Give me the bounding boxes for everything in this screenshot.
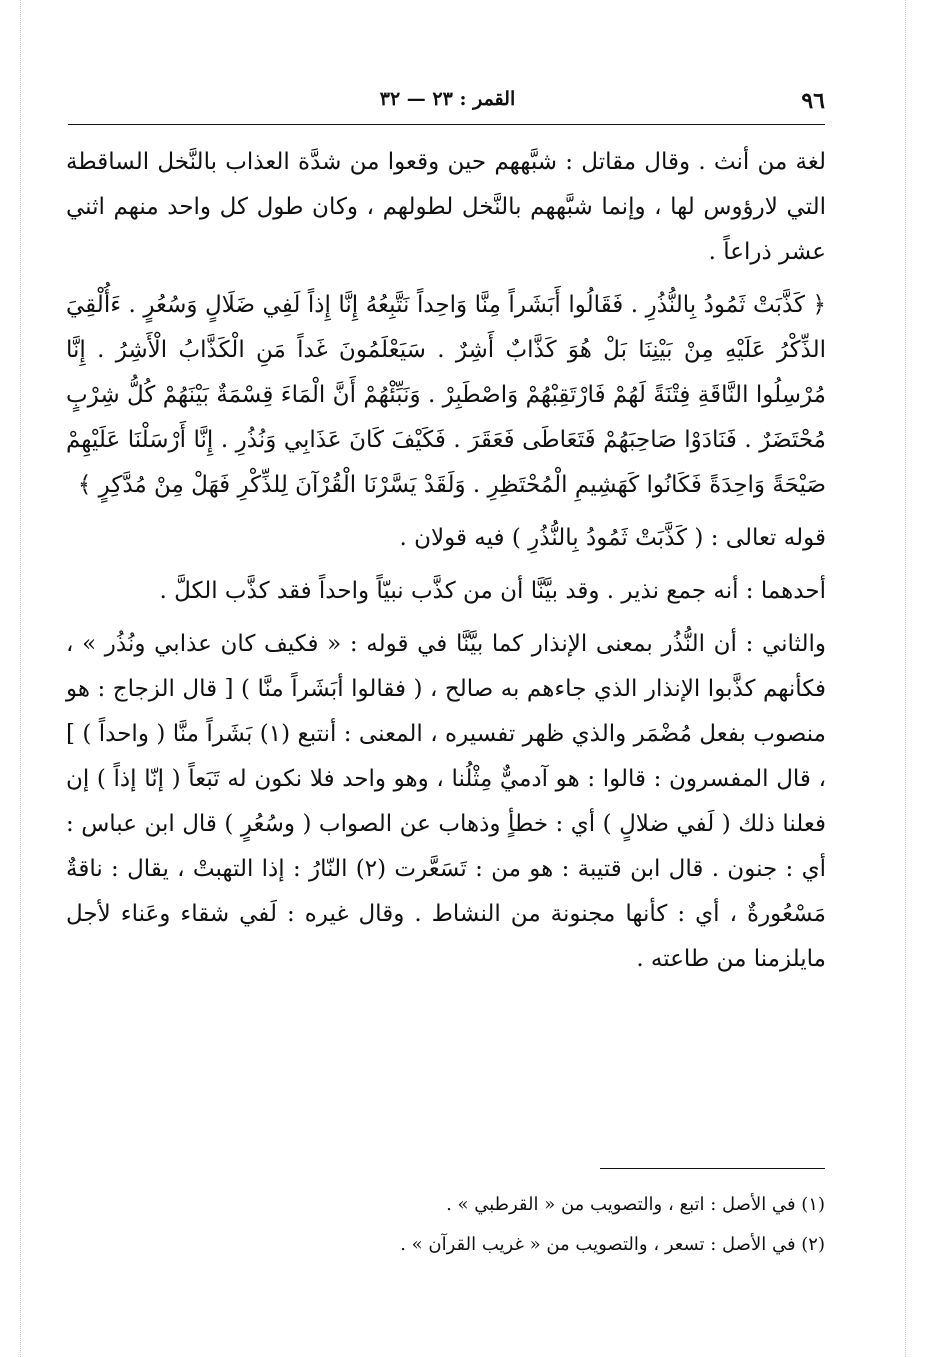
- page-header: [70, 88, 825, 118]
- scan-margin-line: [905, 0, 906, 1357]
- page-number: ٩٦: [801, 88, 825, 114]
- paragraph: قوله تعالى : ( كَذَّبَتْ ثَمُودُ بِالنُّذُرِ ) فيه قولان .: [399, 525, 826, 551]
- scan-margin-line: [20, 0, 21, 1357]
- footnote: (١) في الأصل : اتبع ، والتصويب من « القرطبي » .: [446, 1194, 825, 1215]
- main-text: [66, 140, 826, 990]
- quran-verse: ﴿ كَذَّبَتْ ثَمُودُ بِالنُّذُرِ . فَقَالُوا أَبَشَراً مِنَّا وَاحِداً نَتَّبِعُهُ إِنَّا إِذاً لَفِي ضَلَالٍ وَسُعُرٍ . ءَأُلْقِيَ الذِّكْرُ عَلَيْهِ مِنْ بَيْنِنَا بَلْ هُوَ كَذَّابٌ أَشِرٌ . سَيَعْلَمُونَ غَداً مَنِ الْكَذَّابُ الْأَشِرُ . إِنَّا مُرْسِلُوا النَّاقَةِ فِتْنَةً لَهُمْ فَارْتَقِبْهُمْ وَاصْطَبِرْ . وَنَبِّئْهُمْ أَنَّ الْمَاءَ قِسْمَةٌ بَيْنَهُمْ كُلُّ شِرْبٍ مُحْتَضَرٌ . فَنَادَوْا صَاحِبَهُمْ فَتَعَاطَى فَعَقَرَ . فَكَيْفَ كَانَ عَذَابِي وَنُذُرِ . إِنَّا أَرْسَلْنَا عَلَيْهِمْ صَيْحَةً وَاحِدَةً فَكَانُوا كَهَشِيمِ الْمُحْتَظِرِ . وَلَقَدْ يَسَّرْنَا الْقُرْآنَ لِلذِّكْرِ فَهَلْ مِنْ مُدَّكِرٍ ﴾: [66, 292, 826, 498]
- paragraph: لغة من أنث . وقال مقاتل : شبَّههم حين وقعوا من شدَّة العذاب بالنَّخل الساقطة التي لارؤوس لها ، وإنما شبَّههم بالنَّخل لطولهم ، وكان طول كل واحد منهم اثني عشر ذراعاً .: [66, 149, 826, 265]
- paragraph: أحدهما : أنه جمع نذير . وقد بيَّنَّا أن من كذَّب نبيّاً واحداً فقد كذَّب الكلَّ .: [159, 578, 826, 604]
- header-rule: [68, 124, 825, 125]
- paragraph: والثاني : أن النُّذُر بمعنى الإنذار كما بيَّنَّا في قوله : « فكيف كان عذابي ونُذُر » ، فكأنهم كذَّبوا الإنذار الذي جاءهم به صالح ، ( فقالوا أبَشَراً منَّا ) [ قال الزجاج : هو منصوب بفعل مُضْمَر والذي ظهر تفسيره ، المعنى : أنتبع (١) بَشَراً منَّا ( واحداً ) ] ، قال المفسرون : قالوا : هو آدميٌّ مِثْلُنا ، وهو واحد فلا نكون له تَبَعاً ( إنّا إذاً ) إن فعلنا ذلك ( لَفي ضلالٍ ) أي : خطأٍ وذهاب عن الصواب ( وسُعُرٍ ) قال ابن عباس : أي : جنون . قال ابن قتيبة : هو من : تَسَعَّرت (٢) النّارُ : إذا التهبتْ ، يقال : ناقةٌ مَسْعُورةٌ ، أي : كأنها مجنونة من النشاط . وقال غيره : لَفي شقاء وعَناء لأجل مايلزمنا من طاعته .: [66, 631, 826, 972]
- footnotes: [260, 1185, 825, 1265]
- footnote: (٢) في الأصل : تسعر ، والتصويب من « غريب القرآن » .: [400, 1234, 825, 1255]
- footnote-rule: [600, 1168, 825, 1169]
- running-title: القمر : ٢٣ — ٣٢: [379, 88, 516, 110]
